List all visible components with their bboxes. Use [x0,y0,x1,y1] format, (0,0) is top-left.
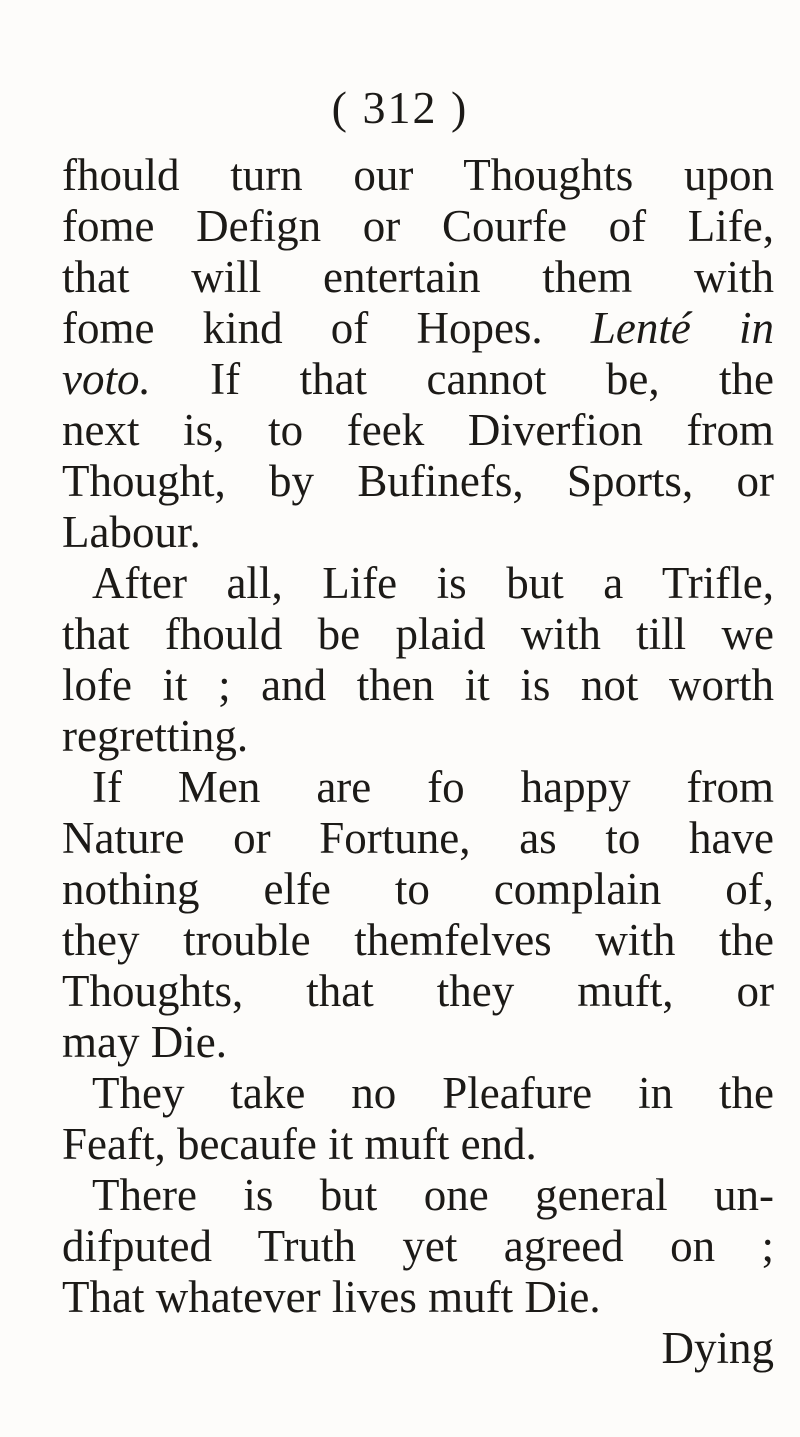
text-line: that will entertain them with [62,252,774,302]
text-line: There is but one general un- [92,1170,774,1220]
body-text [62,150,774,1374]
text-line: they trouble themfelves with the [62,915,774,965]
text-line: that fhould be plaid with till we [62,609,774,659]
text-line: fome Defign or Courfe of Life, [62,201,774,251]
text-line [62,303,774,354]
italic-phrase: voto. [62,354,151,404]
text-line: may Die. [62,1017,227,1067]
text-line: That whatever lives muft Die. [62,1272,601,1322]
text-line: If Men are fo happy from [92,762,774,812]
text-line: After all, Life is but a Trifle, [92,558,774,608]
text-line [62,354,774,405]
text-line: Thought, by Bufinefs, Sports, or [62,456,774,506]
text-line: lofe it ; and then it is not worth [62,660,774,710]
text-line: next is, to feek Diverfion from [62,405,774,455]
text-line: Nature or Fortune, as to have [62,813,774,863]
text-segment: fome kind of Hopes. [62,303,543,353]
page-number: ( 312 ) [331,82,469,133]
text-line: regretting. [62,711,249,761]
text-segment: If that cannot be, the [210,354,774,404]
text-line: They take no Pleafure in the [92,1068,774,1118]
text-line: Thoughts, that they muft, or [62,966,774,1016]
text-line: Feaft, becaufe it muft end. [62,1119,537,1169]
text-line: nothing elfe to complain of, [62,864,774,914]
italic-phrase: Lenté in [590,303,775,353]
text-line: fhould turn our Thoughts upon [62,150,774,200]
text-line: difputed Truth yet agreed on ; [62,1221,774,1271]
catchword: Dying [661,1323,774,1373]
text-line: Labour. [62,507,201,557]
